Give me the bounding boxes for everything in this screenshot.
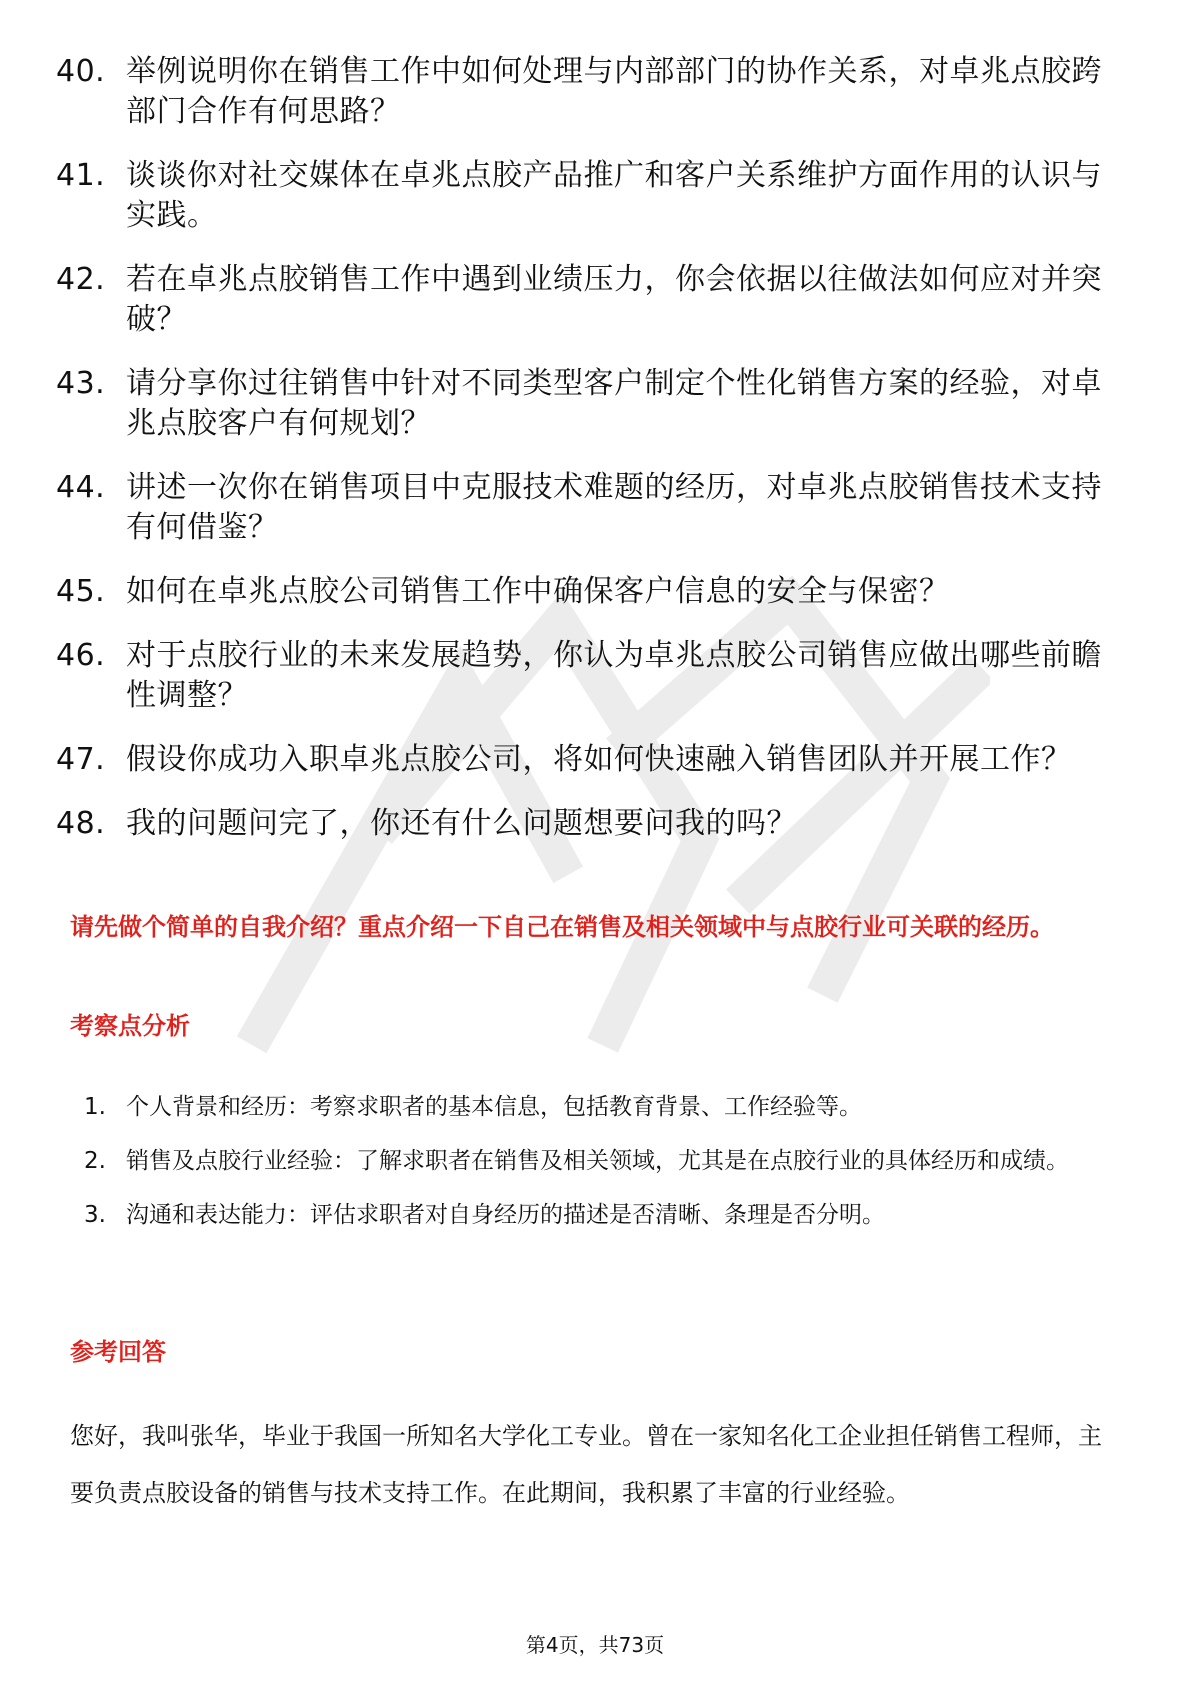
featured-question: 请先做个简单的自我介绍？重点介绍一下自己在销售及相关领域中与点胶行业可关联的经历。 [70,913,1054,941]
question-text: 如何在卓兆点胶公司销售工作中确保客户信息的安全与保密？ [126,574,950,609]
list-item [56,364,1116,444]
analysis-list [84,1080,1124,1242]
list-item [56,740,1116,780]
question-number: 42. [56,262,106,297]
list-item [56,468,1116,548]
analysis-number: 3. [84,1202,106,1228]
question-text: 我的问题问完了，你还有什么问题想要问我的吗？ [126,806,797,841]
list-item [56,260,1116,340]
question-text: 若在卓兆点胶销售工作中遇到业绩压力，你会依据以往做法如何应对并突破？ [126,262,1102,337]
list-item [56,52,1116,132]
question-text: 对于点胶行业的未来发展趋势，你认为卓兆点胶公司销售应做出哪些前瞻性调整？ [126,638,1102,713]
question-text: 请分享你过往销售中针对不同类型客户制定个性化销售方案的经验，对卓兆点胶客户有何规划？ [126,366,1102,441]
list-item [56,156,1116,236]
list-item [84,1134,1124,1188]
question-text: 假设你成功入职卓兆点胶公司，将如何快速融入销售团队并开展工作？ [126,742,1072,777]
analysis-number: 2. [84,1148,106,1174]
question-number: 47. [56,742,106,777]
question-number: 41. [56,158,106,193]
question-text: 谈谈你对社交媒体在卓兆点胶产品推广和客户关系维护方面作用的认识与实践。 [126,158,1102,233]
answer-paragraph: 您好，我叫张华，毕业于我国一所知名大学化工专业。曾在一家知名化工企业担任销售工程师，主要负责点胶设备的销售与技术支持工作。在此期间，我积累了丰富的行业经验。 [70,1422,1102,1507]
question-list [56,52,1116,868]
analysis-text: 沟通和表达能力：评估求职者对自身经历的描述是否清晰、条理是否分明。 [126,1202,885,1228]
page-footer: 第4页，共73页 [525,1633,665,1657]
question-text: 讲述一次你在销售项目中克服技术难题的经历，对卓兆点胶销售技术支持有何借鉴？ [126,470,1102,545]
question-text: 举例说明你在销售工作中如何处理与内部部门的协作关系，对卓兆点胶跨部门合作有何思路？ [126,54,1102,129]
question-number: 40. [56,54,106,89]
question-number: 43. [56,366,106,401]
answer-heading: 参考回答 [70,1338,166,1366]
list-item [56,804,1116,844]
analysis-number: 1. [84,1094,106,1120]
question-number: 44. [56,470,106,505]
list-item [56,572,1116,612]
list-item [56,636,1116,716]
analysis-text: 个人背景和经历：考察求职者的基本信息，包括教育背景、工作经验等。 [126,1094,862,1120]
question-number: 46. [56,638,106,673]
analysis-text: 销售及点胶行业经验：了解求职者在销售及相关领域，尤其是在点胶行业的具体经历和成绩。 [126,1148,1069,1174]
question-number: 45. [56,574,106,609]
list-item [84,1080,1124,1134]
question-number: 48. [56,806,106,841]
list-item [84,1188,1124,1242]
analysis-heading: 考察点分析 [70,1012,190,1040]
